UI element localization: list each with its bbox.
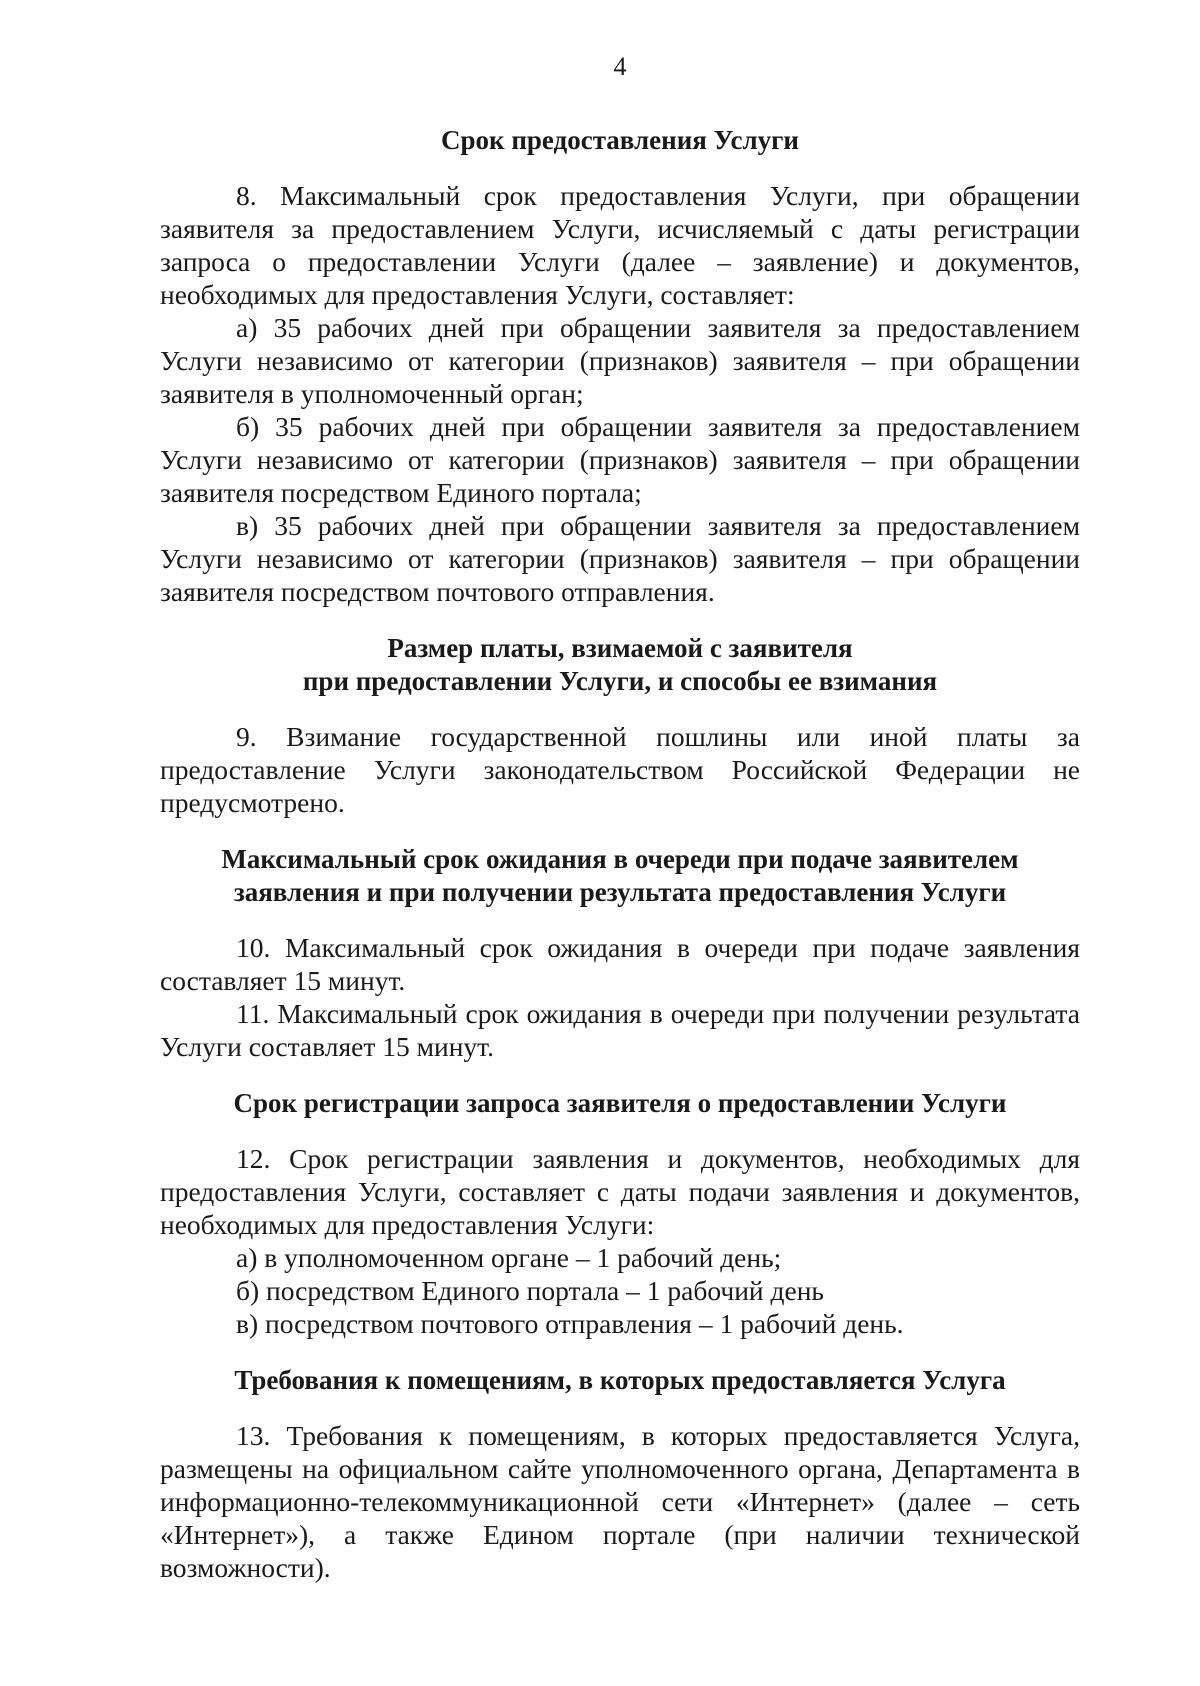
spacer [160,1397,1080,1419]
page-number: 4 [613,52,627,81]
heading-line: Требования к помещениям, в которых предоставляется Услуга [234,1365,1006,1395]
spacer [160,1340,1080,1364]
paragraph-8c: в) 35 рабочих дней при обращении заявителя за предоставлением Услуги независимо от категории (признаков) заявителя – при обращении заявителя посредством почтового отправления. [160,510,1080,607]
spacer [160,1063,1080,1087]
paragraph-13: 13. Требования к помещениям, в которых предоставляется Услуга, размещены на официальном сайте уполномоченного органа, Департамента в информационно-телекоммуникационной сети «Интернет» (далее – сеть «Интернет»), а также Едином портале (при наличии технической возможности). [160,1420,1080,1583]
spacer [160,157,1080,179]
section-heading-term [160,124,1080,157]
spacer [160,909,1080,931]
paragraph-12b: б) посредством Единого портала – 1 рабочий день [236,1275,824,1306]
section-heading-premises [160,1364,1080,1397]
spacer [160,1120,1080,1142]
heading-line: при предоставлении Услуги, и способы ее взимания [302,666,938,696]
paragraph-9: 9. Взимание государственной пошлины или иной платы за предоставление Услуги законодательством Российской Федерации не предусмотрено. [160,721,1080,818]
paragraph-8: 8. Максимальный срок предоставления Услуги, при обращении заявителя за предоставлением Услуги, исчисляемый с даты регистрации запроса о предоставлении Услуги (далее – заявление) и документов, необходимых для предоставления Услуги, составляет: [160,180,1080,310]
heading-line: Срок предоставления Услуги [441,125,799,155]
paragraph-12: 12. Срок регистрации заявления и документов, необходимых для предоставления Услуги, составляет с даты подачи заявления и документов, необходимых для предоставления Услуги: [160,1143,1080,1240]
heading-line: Максимальный срок ожидания в очереди при подаче заявителем [221,844,1019,874]
paragraph-11: 11. Максимальный срок ожидания в очереди при получении результата Услуги составляет 15 минут. [160,998,1080,1062]
document-body [160,124,1080,1584]
spacer [160,698,1080,720]
heading-line: Срок регистрации запроса заявителя о предоставлении Услуги [233,1088,1007,1118]
section-heading-registration [160,1087,1080,1120]
paragraph-10: 10. Максимальный срок ожидания в очереди при подаче заявления составляет 15 минут. [160,932,1080,996]
section-heading-fee [160,632,1080,698]
spacer [160,608,1080,632]
heading-line: заявления и при получении результата предоставления Услуги [233,877,1007,907]
spacer [160,819,1080,843]
heading-line: Размер платы, взимаемой с заявителя [387,633,853,663]
paragraph-12c: в) посредством почтового отправления – 1 рабочий день. [236,1308,904,1339]
paragraph-8a: а) 35 рабочих дней при обращении заявителя за предоставлением Услуги независимо от категории (признаков) заявителя – при обращении заявителя в уполномоченный орган; [160,312,1080,409]
section-heading-queue [160,843,1080,909]
paragraph-8b: б) 35 рабочих дней при обращении заявителя за предоставлением Услуги независимо от категории (признаков) заявителя – при обращении заявителя посредством Единого портала; [160,411,1080,508]
paragraph-12a: а) в уполномоченном органе – 1 рабочий день; [236,1242,782,1273]
